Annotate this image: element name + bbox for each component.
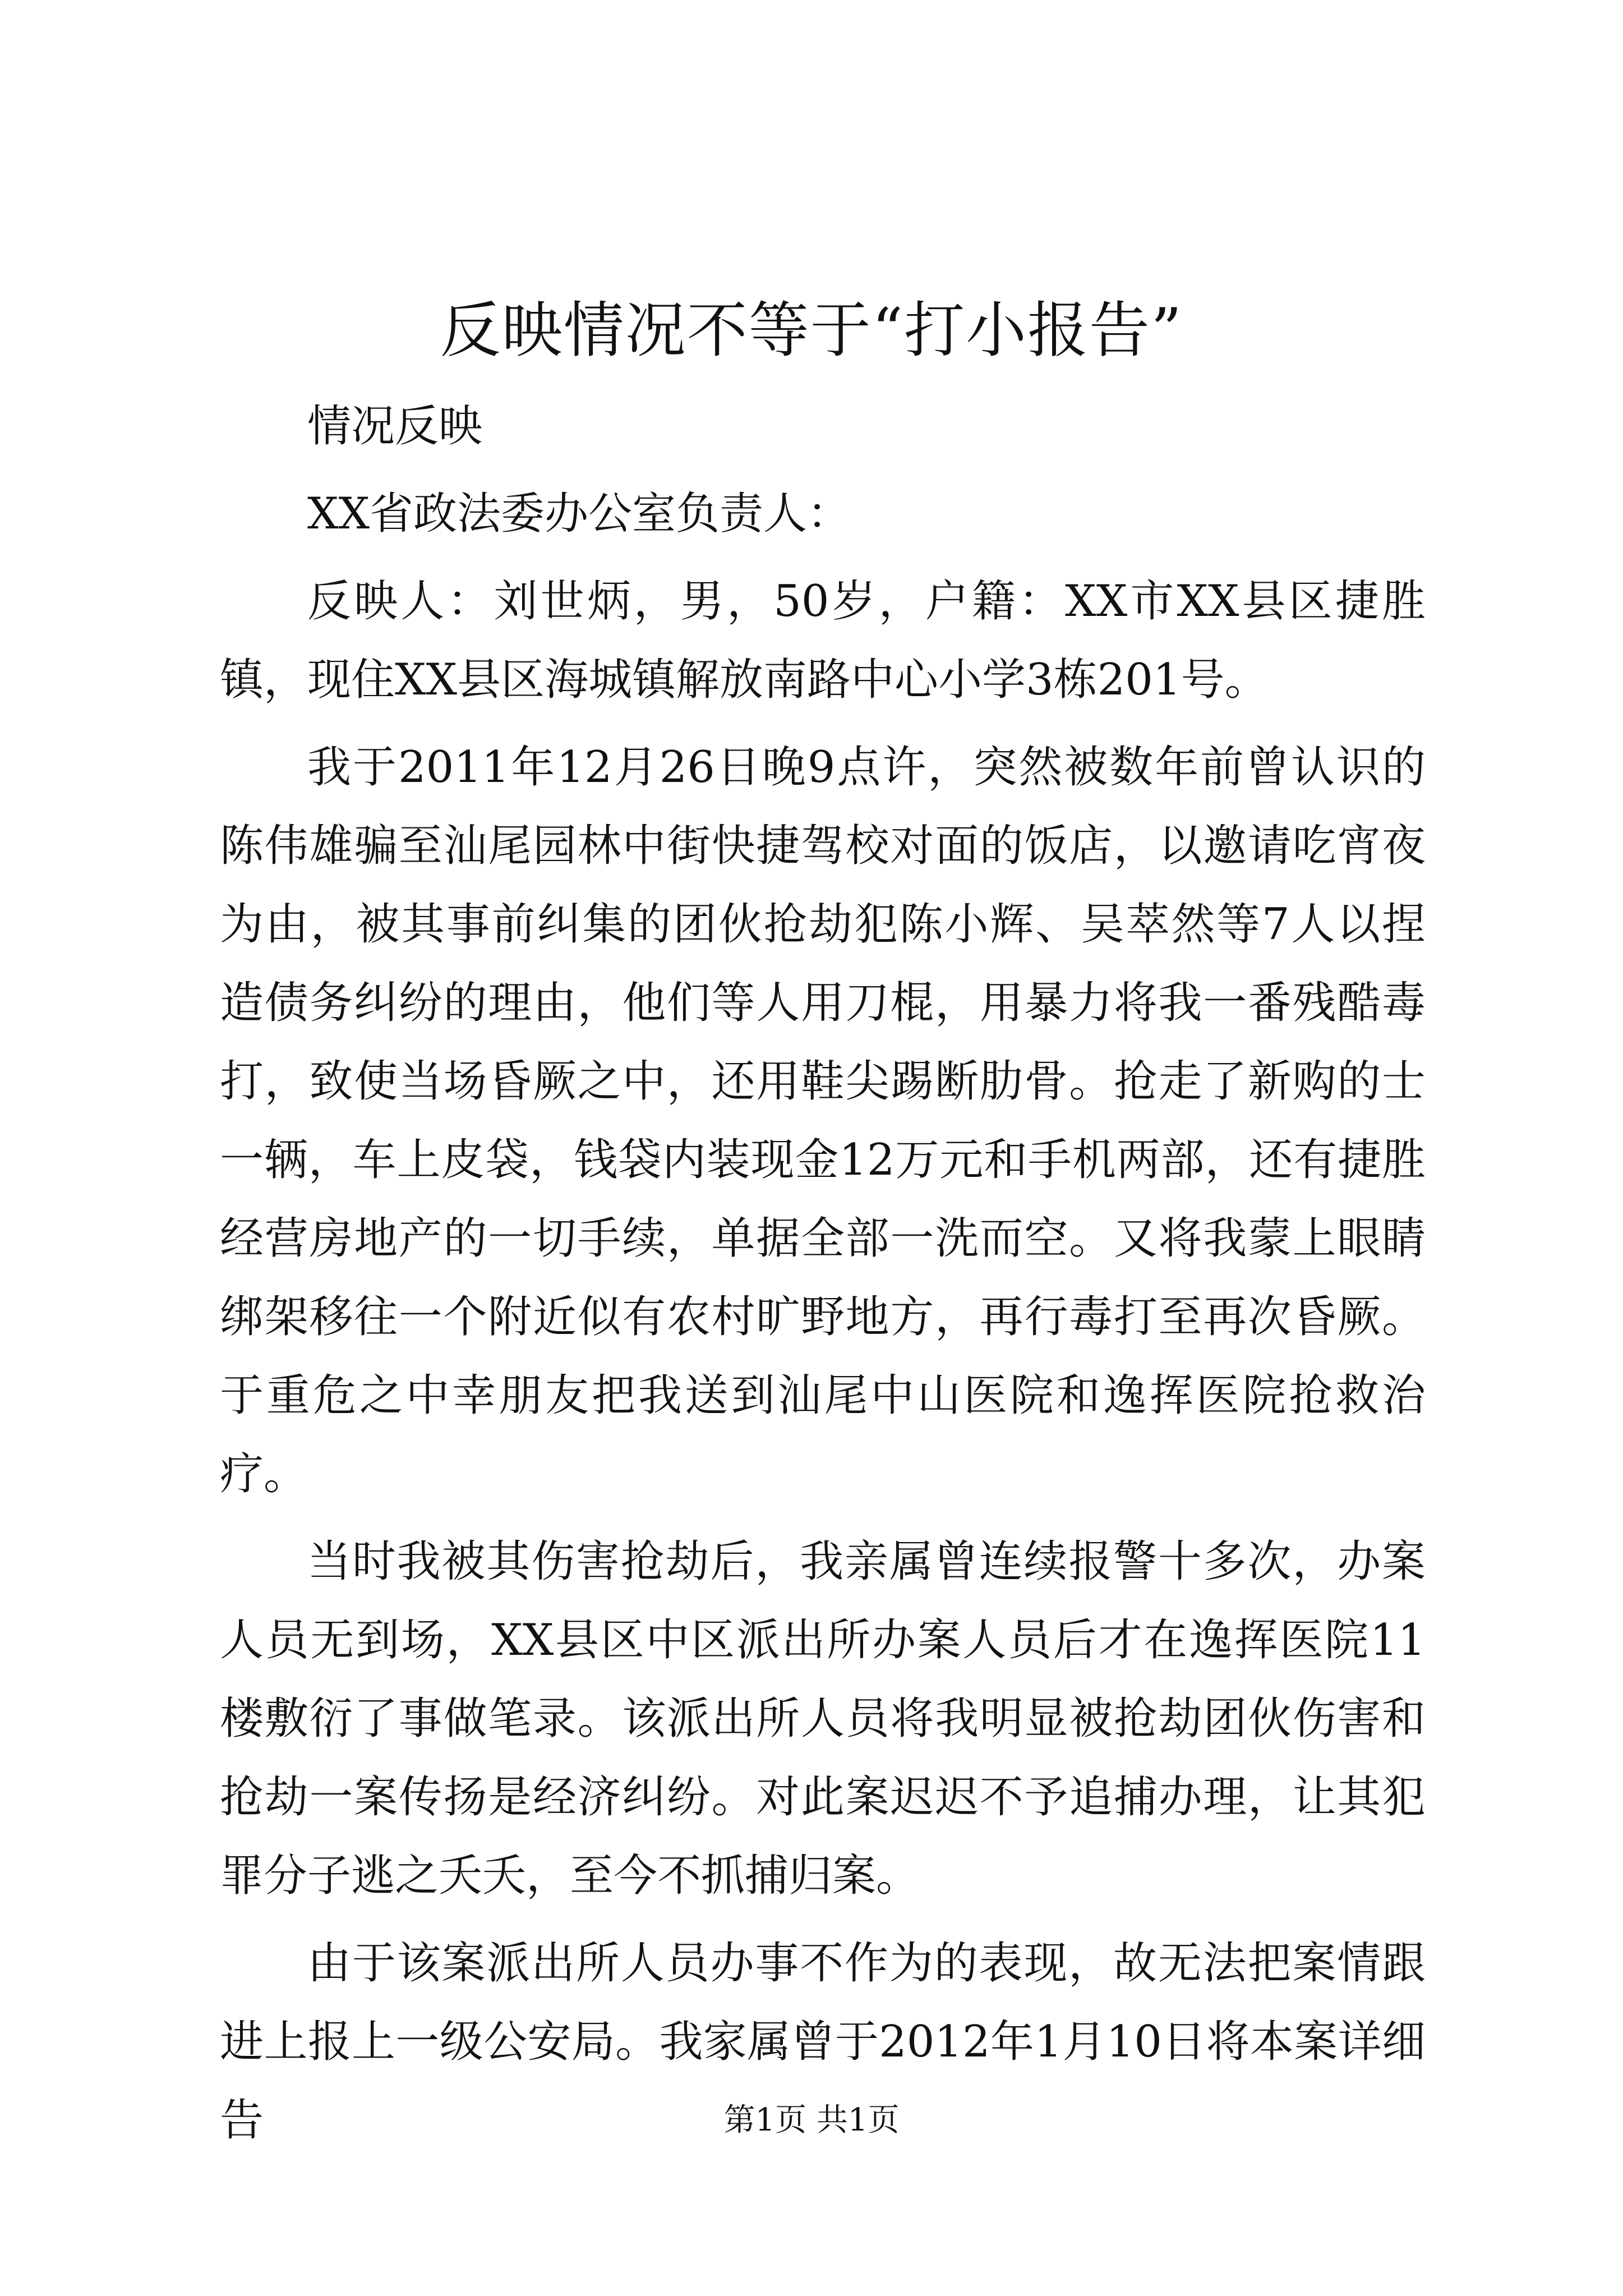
paragraph-gap <box>220 1513 1426 1522</box>
paragraph-reporter: 反映人：刘世炳，男，50岁，户籍：XX市XX县区捷胜镇，现住XX县区海城镇解放南路中心小学3栋201号。 <box>220 576 1426 705</box>
paragraph-incident: 我于2011年12月26日晚9点许，突然被数年前曾认识的陈伟雄骗至汕尾园林中街快捷驾校对面的饭店，以邀请吃宵夜为由，被其事前纠集的团伙抢劫犯陈小辉、吴萃然等7人以捏造债务纠纷的理由，他们等人用刀棍，用暴力将我一番残酷毒打，致使当场昏厥之中，还用鞋尖踢断肋骨。抢走了新购的士一辆，车上皮袋，钱袋内装现金12万元和手机两部，还有捷胜经营房地产的一切手续，单据全部一洗而空。又将我蒙上眼睛绑架移往一个附近似有农村旷野地方，再行毒打至再次昏厥。于重危之中幸朋友把我送到汕尾中山医院和逸挥医院抢救治疗。 <box>220 742 1426 1499</box>
paragraph-addressee: XX省政法委办公室负责人： <box>307 489 851 539</box>
paragraph-followup: 由于该案派出所人员办事不作为的表现，故无法把案情跟进上报上一级公安局。我家属曾于2012年1月10日将本案详细告 <box>220 1938 1426 2146</box>
page-footer: 第1页 共1页 <box>723 2102 900 2138</box>
paragraph-gap <box>220 466 1426 475</box>
paragraph-police-response: 当时我被其伤害抢劫后，我亲属曾连续报警十多次，办案人员无到场，XX县区中区派出所办案人员后才在逸挥医院11楼敷衍了事做笔录。该派出所人员将我明显被抢劫团伙伤害和抢劫一案传扬是经济纠纷。对此案迟迟不予追捕办理，让其犯罪分子逃之夭夭，至今不抓捕归案。 <box>220 1536 1426 1901</box>
document-body <box>220 387 1426 2160</box>
paragraph-gap <box>220 719 1426 728</box>
document-title: 反映情况不等于“打小报告” <box>440 296 1183 366</box>
paragraph-gap <box>220 1915 1426 1924</box>
paragraph-heading: 情况反映 <box>307 401 483 452</box>
paragraph-gap <box>220 553 1426 562</box>
